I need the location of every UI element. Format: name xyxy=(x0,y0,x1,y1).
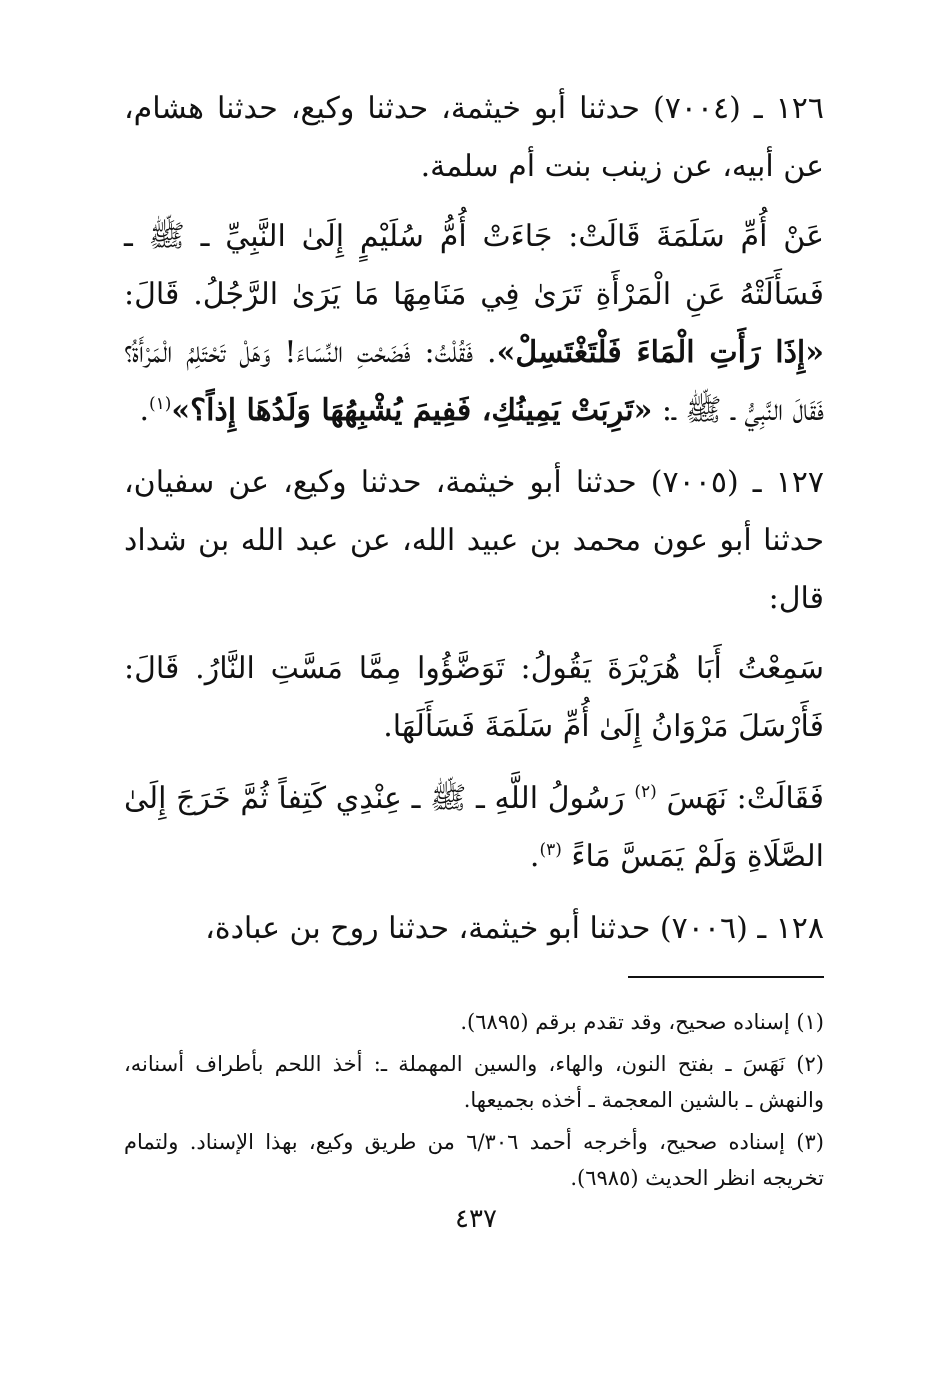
hadith-127-matn-1: سَمِعْتُ أَبَا هُرَيْرَةَ يَقُولُ: تَوَضَّؤُوا مِمَّا مَسَّتِ النَّارُ. قَالَ: فَأَرْسَلَ مَرْوَانُ إِلَىٰ أُمِّ سَلَمَةَ فَسَأَلَهَا. xyxy=(124,651,824,744)
hadith-127-matn-text-a: فَقَالَتْ: نَهَسَ xyxy=(656,781,824,816)
hadith-127-isnad: ١٢٧ ـ (٧٠٠٥) حدثنا أبو خيثمة، حدثنا وكيع، عن سفيان، حدثنا أبو عون محمد بن عبيد الله، عن عبد الله بن شداد قال: xyxy=(124,465,825,616)
hadith-126-end-mark: . xyxy=(139,393,149,428)
footnote-marker-1[interactable]: (١) xyxy=(148,394,172,414)
hadith-127-matn-text-b: رَسُولُ اللَّهِ ـ ﷺ ـ عِنْدِي كَتِفاً ثُمَّ خَرَجَ إِلَىٰ الصَّلَاةِ وَلَمْ يَمَسَّ مَاءً xyxy=(124,781,824,874)
footnote-marker-3[interactable]: (٣) xyxy=(539,840,562,860)
hadith-126-prophet-saying-2: «تَرِبَتْ يَمِينُكِ، فَفِيمَ يُشْبِهُهَا وَلَدُهَا إِذاً؟» xyxy=(171,393,653,428)
hadith-128-isnad: ١٢٨ ـ (٧٠٠٦) حدثنا أبو خيثمة، حدثنا روح بن عبادة، xyxy=(205,911,824,946)
footnote-marker-2[interactable]: (٢) xyxy=(634,782,657,802)
footnote-1: (١) إسناده صحيح، وقد تقدم برقم (٦٨٩٥). xyxy=(460,1010,824,1034)
hadith-127-end-mark: . xyxy=(529,839,540,874)
hadith-126-prophet-saying-1: «إِذَا رَأَتِ الْمَاءَ فَلْتَغْتَسِلْ» xyxy=(496,335,825,370)
footnote-3: (٣) إسناده صحيح، وأخرجه أحمد ٦/٣٠٦ من طريق وكيع، بهذا الإسناد. ولتمام تخريجه انظر الحديث (٦٩٨٥). xyxy=(124,1130,824,1190)
hadith-126-matn xyxy=(124,208,824,440)
footnote-2: (٢) نَهَسَ ـ بفتح النون، والهاء، والسين المهملة ـ: أخذ اللحم بأطراف أسنانه، والنهش ـ بالشين المعجمة ـ أخذه بجميعها. xyxy=(124,1052,824,1112)
footnotes xyxy=(124,1004,824,1202)
hadith-126-matn-text-1: عَنْ أُمِّ سَلَمَةَ قَالَتْ: جَاءَتْ أُمُّ سُلَيْمٍ إِلَىٰ النَّبِيِّ ـ ﷺ ـ فَسَأَلَتْهُ عَنِ الْمَرْأَةِ تَرَىٰ فِي مَنَامِهَا مَا يَرَىٰ الرَّجُلُ. قَالَ: xyxy=(124,219,824,312)
footnote-separator xyxy=(628,976,824,978)
hadith-127-matn-2 xyxy=(124,770,824,886)
hadith-126-matn-text-2: . فَقُلْتُ: فَضَحْتِ النِّسَاءَ! وَهَلْ تَحْتَلِمُ الْمَرْأَةُ؟ فَقَالَ النَّبِيُّ ـ ﷺ ـ: xyxy=(124,335,824,428)
page-number: ٤٣٧ xyxy=(455,1204,497,1234)
hadith-126-isnad: ١٢٦ ـ (٧٠٠٤) حدثنا أبو خيثمة، حدثنا وكيع، حدثنا هشام، عن أبيه، عن زينب بنت أم سلمة. xyxy=(124,91,824,184)
